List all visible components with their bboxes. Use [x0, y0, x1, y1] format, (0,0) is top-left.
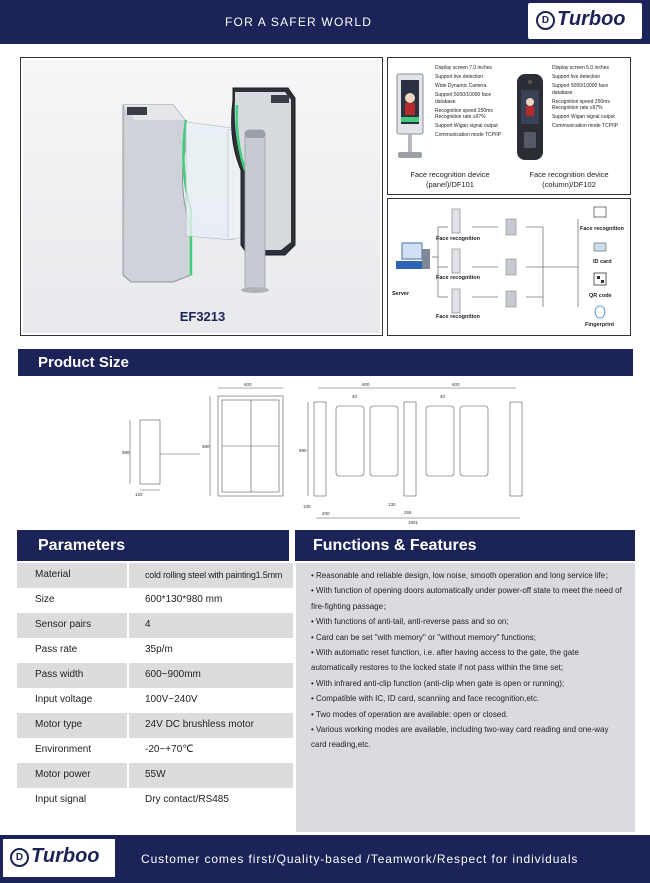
param-row: [17, 563, 293, 588]
param-name: Size: [35, 594, 55, 605]
footer-bar: [0, 835, 650, 883]
logo-mark-icon: D: [536, 11, 555, 30]
param-value: 35p/m: [145, 644, 173, 655]
param-value: 24V DC brushless motor: [129, 713, 293, 738]
spec-item: Support 5000/10000 face database: [435, 92, 492, 105]
feature-item: • With automatic reset function, i.e. after having access to the gate, the gate automatically restores to the locked state if not pass within the time set;: [311, 648, 579, 673]
spec-item: Support 5000/10000 face database: [552, 83, 609, 96]
param-name: Input signal: [35, 794, 87, 805]
caption-line: Face recognition device: [529, 170, 609, 179]
spec-item: Display screen 5.0 inches: [552, 65, 609, 71]
param-row: [17, 588, 293, 613]
param-value: 55W: [129, 763, 293, 788]
dim-label: 265: [404, 510, 412, 515]
product-model: EF3213: [179, 309, 226, 324]
header-bar: [0, 0, 650, 44]
param-value: 600~900mm: [129, 663, 293, 688]
dim-label: 130: [303, 504, 311, 509]
param-name: Input voltage: [35, 694, 93, 705]
spec-item: Recognition speed 250ms Recognition rate ≥97%: [552, 98, 610, 111]
spec-item: Recognition speed 250ms Recognition rate ≥97%: [435, 107, 493, 120]
param-row: [17, 663, 293, 688]
logo-text: Turboo: [557, 8, 626, 30]
feature-item: • Card can be set "with memory" or "without memory" functions;: [311, 632, 536, 642]
param-value: 600*130*980 mm: [145, 594, 223, 605]
footer-slogan: Customer comes first/Quality-based /Teamwork/Respect for individuals: [141, 852, 579, 866]
section-title: Product Size: [38, 354, 129, 371]
param-row: [17, 788, 293, 813]
section-title: Functions & Features: [313, 537, 477, 554]
logo-text: Turboo: [31, 845, 100, 867]
network-diagram: [388, 199, 630, 335]
feature-item: • With infrared anti-clip function (anti-clip when gate is open or running);: [311, 678, 565, 688]
caption-line: (column)/DF102: [542, 180, 596, 189]
brand-logo: [528, 3, 642, 39]
device1-caption: [392, 170, 508, 190]
feature-item: • With functions of anti-tail, anti-reverse pass and so on;: [311, 617, 509, 627]
footer-logo: [3, 839, 115, 877]
param-name: Motor power: [17, 763, 127, 788]
dimension-drawing: [0, 378, 650, 528]
dim-label: 200: [322, 511, 330, 516]
param-value: 4: [129, 613, 293, 638]
param-name: Environment: [35, 744, 92, 755]
param-row: [17, 638, 293, 663]
param-value: 100V~240V: [145, 694, 198, 705]
dim-label: 980: [122, 450, 130, 455]
server-label: Server: [392, 291, 410, 297]
dim-label: 40: [440, 394, 446, 399]
dim-label: 130: [388, 502, 396, 507]
feature-item: • Compatible with IC, ID card, scanning and face recognition,etc.: [311, 694, 540, 704]
param-row: [17, 763, 293, 788]
feature-item: • With function of opening doors automatically under power-off state to meet the need of fire-fighting passage；: [311, 586, 622, 611]
features-header: [295, 530, 635, 561]
spec-item: Wide Dynamic Camera: [435, 83, 487, 89]
param-value: -20~+70℃: [145, 744, 194, 755]
method-label: ID card: [593, 259, 612, 265]
param-row: [17, 613, 293, 638]
dim-label: 600: [244, 382, 252, 387]
caption-line: Face recognition device: [410, 170, 490, 179]
param-row: [17, 738, 293, 763]
spec-item: Communication mode TCP/IP: [435, 132, 502, 138]
face-devices-panel: [387, 57, 631, 195]
param-name: Material: [17, 563, 127, 588]
param-name: Pass rate: [35, 644, 78, 655]
dim-label: 980: [299, 448, 307, 453]
dim-label: 40: [352, 394, 358, 399]
turnstile-photo: [23, 60, 380, 333]
param-name: Motor type: [17, 713, 127, 738]
features-list: [296, 563, 635, 832]
column-device-image: [510, 70, 550, 165]
face-label: Face recognition: [436, 275, 481, 281]
spec-item: Support live detection: [435, 74, 484, 80]
device1-spec-list: [435, 65, 505, 141]
parameters-header: [17, 530, 289, 561]
method-label: Face recognition: [580, 226, 625, 232]
dim-label: 600: [362, 382, 370, 387]
panel-device-image: [393, 70, 433, 165]
param-value: cold rolling steel with painting1.5mm: [129, 563, 293, 588]
product-photo-panel: [20, 57, 383, 336]
device2-spec-list: [552, 65, 628, 132]
face-label: Face recognition: [436, 314, 481, 320]
spec-item: Support Wigan signal output: [552, 114, 615, 120]
device2-caption: [510, 170, 628, 190]
feature-item: • Two modes of operation are available: open or closed.: [311, 709, 508, 719]
spec-item: Support Wigan signal output: [435, 123, 498, 129]
network-diagram-panel: [387, 198, 631, 336]
caption-line: (panel)/DF101: [426, 180, 474, 189]
feature-item: • Various working modes are available, including two-way card reading and one-way card reading,etc.: [311, 725, 609, 750]
header-tagline: FOR A SAFER WORLD: [225, 15, 373, 29]
spec-item: Support live detection: [552, 74, 601, 80]
spec-item: Communication mode TCP/IP: [552, 123, 619, 129]
method-label: QR code: [589, 293, 612, 299]
logo-mark-icon: D: [10, 848, 29, 867]
face-label: Face recognition: [436, 236, 481, 242]
param-name: Pass width: [17, 663, 127, 688]
method-label: Fingerprint: [585, 322, 615, 328]
dim-label: 1801: [408, 520, 419, 525]
param-row: [17, 713, 293, 738]
param-name: Sensor pairs: [17, 613, 127, 638]
product-size-header: [18, 349, 633, 376]
dim-label: 600: [452, 382, 460, 387]
param-value: Dry contact/RS485: [145, 794, 229, 805]
param-row: [17, 688, 293, 713]
dim-label: 120: [135, 492, 143, 497]
dim-label: 980: [202, 444, 210, 449]
spec-item: Display screen 7.0 inches: [435, 65, 492, 71]
section-title: Parameters: [38, 537, 126, 554]
feature-item: • Reasonable and reliable design, low noise, smooth operation and long service life；: [311, 571, 614, 580]
